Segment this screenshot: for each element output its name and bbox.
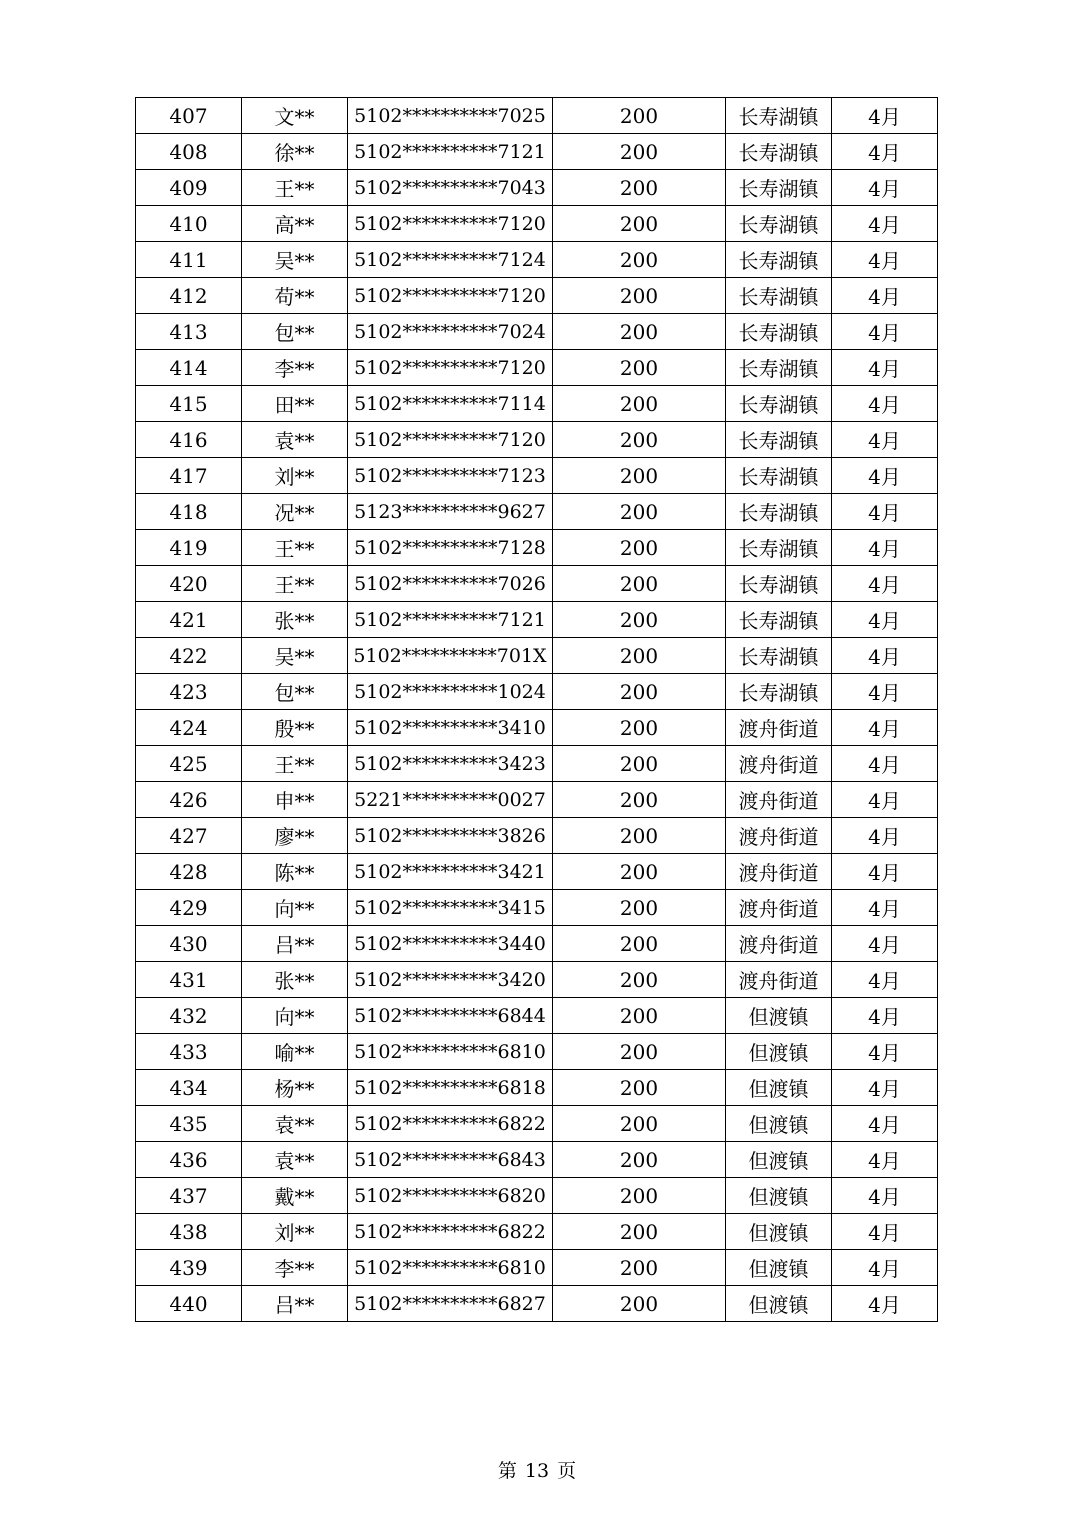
seq-cell: 418	[136, 494, 242, 530]
month-cell: 4月	[832, 170, 938, 206]
month-cell: 4月	[832, 134, 938, 170]
id-number-cell: 5102**********7120	[348, 206, 553, 242]
table-row	[136, 854, 938, 890]
id-number-cell: 5102**********7128	[348, 530, 553, 566]
name-cell: 向**	[242, 890, 348, 926]
name-cell: 杨**	[242, 1070, 348, 1106]
town-cell: 但渡镇	[726, 1178, 832, 1214]
id-number-cell: 5102**********7114	[348, 386, 553, 422]
amount-cell: 200	[553, 998, 726, 1034]
page-footer-suffix: 页	[557, 1460, 577, 1482]
id-number-cell: 5102**********7120	[348, 350, 553, 386]
id-number-cell: 5102**********6820	[348, 1178, 553, 1214]
id-number-cell: 5102**********7123	[348, 458, 553, 494]
id-number-cell: 5102**********7120	[348, 278, 553, 314]
month-cell: 4月	[832, 1070, 938, 1106]
month-cell: 4月	[832, 1178, 938, 1214]
name-cell: 李**	[242, 1250, 348, 1286]
month-cell: 4月	[832, 242, 938, 278]
table-row	[136, 1142, 938, 1178]
id-number-cell: 5102**********3415	[348, 890, 553, 926]
seq-cell: 438	[136, 1214, 242, 1250]
table-row	[136, 782, 938, 818]
name-cell: 刘**	[242, 1214, 348, 1250]
month-cell: 4月	[832, 422, 938, 458]
month-cell: 4月	[832, 710, 938, 746]
seq-cell: 439	[136, 1250, 242, 1286]
town-cell: 长寿湖镇	[726, 350, 832, 386]
town-cell: 长寿湖镇	[726, 566, 832, 602]
seq-cell: 409	[136, 170, 242, 206]
seq-cell: 436	[136, 1142, 242, 1178]
name-cell: 王**	[242, 530, 348, 566]
town-cell: 长寿湖镇	[726, 170, 832, 206]
page-footer	[0, 1456, 1074, 1483]
town-cell: 但渡镇	[726, 1142, 832, 1178]
name-cell: 包**	[242, 674, 348, 710]
amount-cell: 200	[553, 242, 726, 278]
amount-cell: 200	[553, 854, 726, 890]
table-row	[136, 566, 938, 602]
month-cell: 4月	[832, 746, 938, 782]
id-number-cell: 5102**********6827	[348, 1286, 553, 1322]
seq-cell: 435	[136, 1106, 242, 1142]
amount-cell: 200	[553, 1034, 726, 1070]
month-cell: 4月	[832, 206, 938, 242]
month-cell: 4月	[832, 494, 938, 530]
town-cell: 渡舟街道	[726, 746, 832, 782]
id-number-cell: 5102**********6810	[348, 1034, 553, 1070]
amount-cell: 200	[553, 458, 726, 494]
amount-cell: 200	[553, 134, 726, 170]
town-cell: 长寿湖镇	[726, 530, 832, 566]
table-row	[136, 1106, 938, 1142]
table-row	[136, 1214, 938, 1250]
seq-cell: 423	[136, 674, 242, 710]
table-row	[136, 98, 938, 134]
seq-cell: 417	[136, 458, 242, 494]
table-row	[136, 530, 938, 566]
id-number-cell: 5102**********7120	[348, 422, 553, 458]
seq-cell: 426	[136, 782, 242, 818]
seq-cell: 414	[136, 350, 242, 386]
name-cell: 吕**	[242, 926, 348, 962]
seq-cell: 434	[136, 1070, 242, 1106]
month-cell: 4月	[832, 782, 938, 818]
town-cell: 渡舟街道	[726, 890, 832, 926]
town-cell: 但渡镇	[726, 1070, 832, 1106]
month-cell: 4月	[832, 386, 938, 422]
name-cell: 高**	[242, 206, 348, 242]
name-cell: 吴**	[242, 242, 348, 278]
amount-cell: 200	[553, 638, 726, 674]
table-row	[136, 494, 938, 530]
month-cell: 4月	[832, 962, 938, 998]
name-cell: 戴**	[242, 1178, 348, 1214]
table-row	[136, 602, 938, 638]
table-row	[136, 458, 938, 494]
town-cell: 渡舟街道	[726, 854, 832, 890]
table-row	[136, 1250, 938, 1286]
seq-cell: 437	[136, 1178, 242, 1214]
page-number: 13	[524, 1460, 550, 1482]
name-cell: 殷**	[242, 710, 348, 746]
id-number-cell: 5102**********6822	[348, 1106, 553, 1142]
table-row	[136, 386, 938, 422]
amount-cell: 200	[553, 1070, 726, 1106]
name-cell: 张**	[242, 602, 348, 638]
amount-cell: 200	[553, 170, 726, 206]
month-cell: 4月	[832, 674, 938, 710]
amount-cell: 200	[553, 602, 726, 638]
amount-cell: 200	[553, 1106, 726, 1142]
seq-cell: 419	[136, 530, 242, 566]
roster-table	[135, 97, 938, 1322]
town-cell: 长寿湖镇	[726, 674, 832, 710]
seq-cell: 427	[136, 818, 242, 854]
town-cell: 渡舟街道	[726, 782, 832, 818]
table-row	[136, 746, 938, 782]
name-cell: 袁**	[242, 422, 348, 458]
month-cell: 4月	[832, 566, 938, 602]
town-cell: 长寿湖镇	[726, 242, 832, 278]
seq-cell: 433	[136, 1034, 242, 1070]
table-row	[136, 206, 938, 242]
id-number-cell: 5102**********7025	[348, 98, 553, 134]
seq-cell: 431	[136, 962, 242, 998]
name-cell: 吴**	[242, 638, 348, 674]
id-number-cell: 5102**********6822	[348, 1214, 553, 1250]
town-cell: 渡舟街道	[726, 926, 832, 962]
amount-cell: 200	[553, 962, 726, 998]
name-cell: 王**	[242, 566, 348, 602]
town-cell: 但渡镇	[726, 998, 832, 1034]
town-cell: 长寿湖镇	[726, 638, 832, 674]
amount-cell: 200	[553, 422, 726, 458]
town-cell: 长寿湖镇	[726, 314, 832, 350]
name-cell: 包**	[242, 314, 348, 350]
town-cell: 但渡镇	[726, 1286, 832, 1322]
table-row	[136, 170, 938, 206]
month-cell: 4月	[832, 278, 938, 314]
table-row	[136, 818, 938, 854]
seq-cell: 430	[136, 926, 242, 962]
roster-body	[136, 98, 938, 1322]
town-cell: 长寿湖镇	[726, 422, 832, 458]
table-row	[136, 710, 938, 746]
month-cell: 4月	[832, 1034, 938, 1070]
town-cell: 长寿湖镇	[726, 206, 832, 242]
amount-cell: 200	[553, 782, 726, 818]
seq-cell: 416	[136, 422, 242, 458]
month-cell: 4月	[832, 854, 938, 890]
town-cell: 但渡镇	[726, 1034, 832, 1070]
name-cell: 田**	[242, 386, 348, 422]
town-cell: 但渡镇	[726, 1214, 832, 1250]
name-cell: 张**	[242, 962, 348, 998]
month-cell: 4月	[832, 98, 938, 134]
name-cell: 徐**	[242, 134, 348, 170]
month-cell: 4月	[832, 350, 938, 386]
table-row	[136, 422, 938, 458]
month-cell: 4月	[832, 926, 938, 962]
name-cell: 喻**	[242, 1034, 348, 1070]
seq-cell: 422	[136, 638, 242, 674]
table-row	[136, 278, 938, 314]
month-cell: 4月	[832, 602, 938, 638]
amount-cell: 200	[553, 710, 726, 746]
id-number-cell: 5102**********3423	[348, 746, 553, 782]
name-cell: 况**	[242, 494, 348, 530]
table-row	[136, 962, 938, 998]
town-cell: 长寿湖镇	[726, 386, 832, 422]
name-cell: 李**	[242, 350, 348, 386]
seq-cell: 421	[136, 602, 242, 638]
month-cell: 4月	[832, 1286, 938, 1322]
amount-cell: 200	[553, 818, 726, 854]
name-cell: 袁**	[242, 1106, 348, 1142]
town-cell: 但渡镇	[726, 1106, 832, 1142]
table-row	[136, 1070, 938, 1106]
town-cell: 但渡镇	[726, 1250, 832, 1286]
table-row	[136, 1034, 938, 1070]
name-cell: 苟**	[242, 278, 348, 314]
month-cell: 4月	[832, 890, 938, 926]
id-number-cell: 5102**********3410	[348, 710, 553, 746]
amount-cell: 200	[553, 1214, 726, 1250]
name-cell: 文**	[242, 98, 348, 134]
seq-cell: 429	[136, 890, 242, 926]
table-row	[136, 926, 938, 962]
table-row	[136, 638, 938, 674]
town-cell: 渡舟街道	[726, 710, 832, 746]
month-cell: 4月	[832, 458, 938, 494]
seq-cell: 415	[136, 386, 242, 422]
amount-cell: 200	[553, 1178, 726, 1214]
name-cell: 王**	[242, 170, 348, 206]
id-number-cell: 5102**********7024	[348, 314, 553, 350]
amount-cell: 200	[553, 314, 726, 350]
table-row	[136, 890, 938, 926]
town-cell: 长寿湖镇	[726, 98, 832, 134]
month-cell: 4月	[832, 1250, 938, 1286]
town-cell: 长寿湖镇	[726, 494, 832, 530]
table-row	[136, 1178, 938, 1214]
id-number-cell: 5102**********7026	[348, 566, 553, 602]
id-number-cell: 5102**********6810	[348, 1250, 553, 1286]
month-cell: 4月	[832, 314, 938, 350]
amount-cell: 200	[553, 1142, 726, 1178]
seq-cell: 412	[136, 278, 242, 314]
month-cell: 4月	[832, 818, 938, 854]
id-number-cell: 5102**********6843	[348, 1142, 553, 1178]
name-cell: 袁**	[242, 1142, 348, 1178]
amount-cell: 200	[553, 566, 726, 602]
seq-cell: 432	[136, 998, 242, 1034]
name-cell: 陈**	[242, 854, 348, 890]
amount-cell: 200	[553, 278, 726, 314]
table-row	[136, 134, 938, 170]
amount-cell: 200	[553, 350, 726, 386]
town-cell: 长寿湖镇	[726, 134, 832, 170]
seq-cell: 425	[136, 746, 242, 782]
month-cell: 4月	[832, 1214, 938, 1250]
seq-cell: 413	[136, 314, 242, 350]
id-number-cell: 5102**********3421	[348, 854, 553, 890]
table-row	[136, 314, 938, 350]
amount-cell: 200	[553, 1286, 726, 1322]
amount-cell: 200	[553, 674, 726, 710]
seq-cell: 410	[136, 206, 242, 242]
id-number-cell: 5102**********3420	[348, 962, 553, 998]
town-cell: 长寿湖镇	[726, 602, 832, 638]
town-cell: 长寿湖镇	[726, 278, 832, 314]
month-cell: 4月	[832, 530, 938, 566]
amount-cell: 200	[553, 98, 726, 134]
page-footer-prefix: 第	[497, 1460, 517, 1482]
amount-cell: 200	[553, 926, 726, 962]
amount-cell: 200	[553, 890, 726, 926]
table-row	[136, 674, 938, 710]
id-number-cell: 5102**********7124	[348, 242, 553, 278]
id-number-cell: 5102**********1024	[348, 674, 553, 710]
name-cell: 吕**	[242, 1286, 348, 1322]
town-cell: 长寿湖镇	[726, 458, 832, 494]
id-number-cell: 5123**********9627	[348, 494, 553, 530]
table-row	[136, 1286, 938, 1322]
seq-cell: 424	[136, 710, 242, 746]
month-cell: 4月	[832, 1142, 938, 1178]
table-row	[136, 242, 938, 278]
seq-cell: 440	[136, 1286, 242, 1322]
seq-cell: 420	[136, 566, 242, 602]
name-cell: 王**	[242, 746, 348, 782]
id-number-cell: 5102**********6844	[348, 998, 553, 1034]
amount-cell: 200	[553, 386, 726, 422]
amount-cell: 200	[553, 1250, 726, 1286]
table-row	[136, 998, 938, 1034]
id-number-cell: 5102**********701X	[348, 638, 553, 674]
seq-cell: 408	[136, 134, 242, 170]
table-row	[136, 350, 938, 386]
month-cell: 4月	[832, 998, 938, 1034]
seq-cell: 428	[136, 854, 242, 890]
name-cell: 刘**	[242, 458, 348, 494]
month-cell: 4月	[832, 1106, 938, 1142]
id-number-cell: 5102**********3826	[348, 818, 553, 854]
id-number-cell: 5102**********7121	[348, 602, 553, 638]
amount-cell: 200	[553, 494, 726, 530]
name-cell: 廖**	[242, 818, 348, 854]
id-number-cell: 5102**********7121	[348, 134, 553, 170]
name-cell: 向**	[242, 998, 348, 1034]
id-number-cell: 5102**********3440	[348, 926, 553, 962]
month-cell: 4月	[832, 638, 938, 674]
id-number-cell: 5102**********6818	[348, 1070, 553, 1106]
seq-cell: 411	[136, 242, 242, 278]
town-cell: 渡舟街道	[726, 818, 832, 854]
id-number-cell: 5221**********0027	[348, 782, 553, 818]
amount-cell: 200	[553, 206, 726, 242]
town-cell: 渡舟街道	[726, 962, 832, 998]
name-cell: 申**	[242, 782, 348, 818]
id-number-cell: 5102**********7043	[348, 170, 553, 206]
amount-cell: 200	[553, 530, 726, 566]
seq-cell: 407	[136, 98, 242, 134]
amount-cell: 200	[553, 746, 726, 782]
